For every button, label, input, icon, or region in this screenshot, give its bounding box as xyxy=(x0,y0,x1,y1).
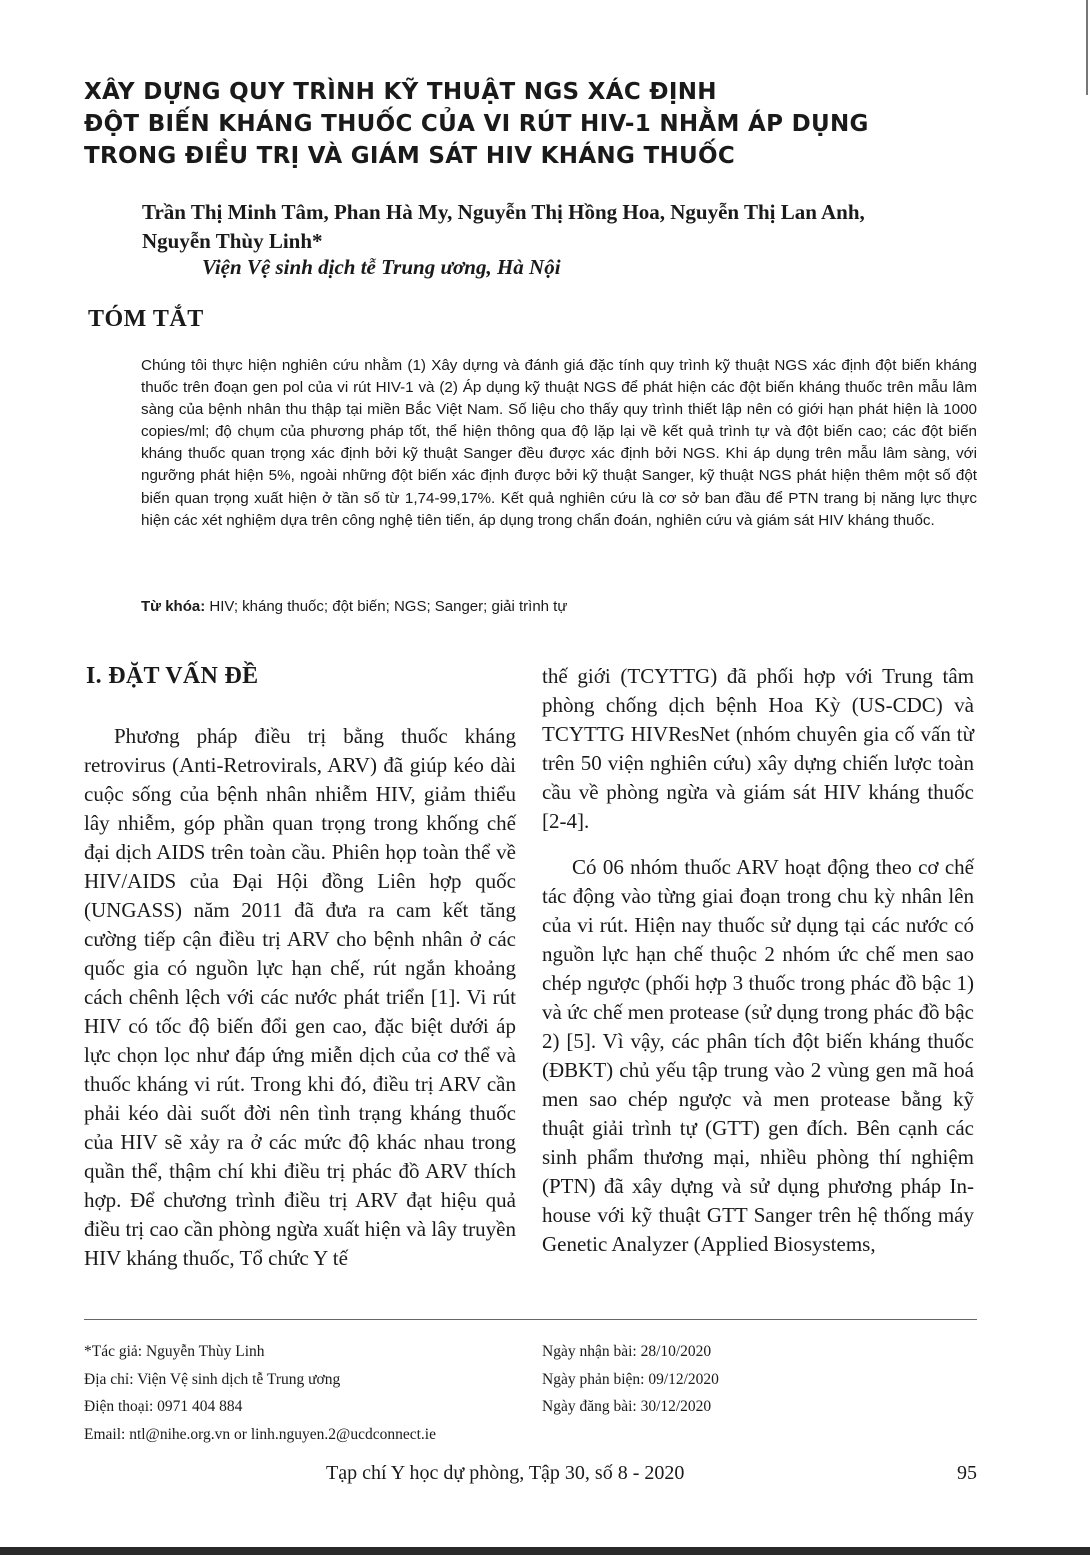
author-line: Nguyễn Thùy Linh* xyxy=(142,229,323,253)
corresponding-author: *Tác giả: Nguyễn Thùy Linh xyxy=(84,1343,265,1360)
article-title xyxy=(84,76,984,172)
author-email: Email: ntl@nihe.org.vn or linh.nguyen.2@ucdconnect.ie xyxy=(84,1425,436,1443)
keywords-label: Từ khóa: xyxy=(141,598,206,615)
abstract-text: Chúng tôi thực hiện nghiên cứu nhằm (1) Xây dựng và đánh giá đặc tính quy trình kỹ thuật NGS xác định đột biến kháng thuốc trên đoạn gen pol của vi rút HIV-1 và (2) Áp dụng kỹ thuật NGS để phát hiện các đột biến kháng thuốc trên mẫu lâm sàng của bệnh nhân thu thập tại miền Bắc Việt Nam. Số liệu cho thấy quy trình thiết lập nên có giới hạn phát hiện là 1000 copies/ml; độ chụm của phương pháp tốt, thể hiện thông qua độ lặp lại về kết quả trình tự và đột biến cao; các đột biến kháng thuốc quan trọng xác định bởi kỹ thuật Sanger đều được xác định bởi NGS. Khi áp dụng trên mẫu lâm sàng, với ngưỡng phát hiện 5%, ngoài những đột biến xác định được bởi kỹ thuật Sanger, kỹ thuật NGS phát hiện thêm một số đột biến quan trọng xuất hiện ở tần số từ 1,74-99,17%. Kết quả nghiên cứu là cơ sở ban đầu để PTN trang bị năng lực thực hiện các xét nghiệm dựa trên công nghệ tiên tiến, áp dụng trong chẩn đoán, nghiên cứu và giám sát HIV kháng thuốc. xyxy=(141,357,977,529)
scan-edge-mark xyxy=(1086,0,1088,95)
page-number: 95 xyxy=(957,1462,977,1484)
author-list xyxy=(142,198,1002,256)
title-line: ĐỘT BIẾN KHÁNG THUỐC CỦA VI RÚT HIV-1 NHẰM ÁP DỤNG xyxy=(84,111,869,137)
author-line: Trần Thị Minh Tâm, Phan Hà My, Nguyễn Thị Hồng Hoa, Nguyễn Thị Lan Anh, xyxy=(142,200,865,224)
title-line: TRONG ĐIỀU TRỊ VÀ GIÁM SÁT HIV KHÁNG THUỐC xyxy=(84,143,735,169)
body-paragraph: Phương pháp điều trị bằng thuốc kháng retrovirus (Anti-Retrovirals, ARV) đã giúp kéo dài cuộc sống của bệnh nhân nhiễm HIV, giảm thiểu lây nhiễm, góp phần quan trọng trong khống chế đại dịch AIDS trên toàn cầu. Phiên họp toàn thể về HIV/AIDS của Đại Hội đồng Liên hợp quốc (UNGASS) năm 2011 đã đưa ra cam kết tăng cường tiếp cận điều trị ARV cho bệnh nhân ở các quốc gia có nguồn lực hạn chế, rút ngắn khoảng cách chênh lệch với các nước phát triển [1]. Vi rút HIV có tốc độ biến đổi gen cao, đặc biệt dưới áp lực chọn lọc như đáp ứng miễn dịch của cơ thể và thuốc kháng vi rút. Trong khi đó, điều trị ARV cần phải kéo dài suốt đời nên tình trạng kháng thuốc của HIV sẽ xảy ra ở các mức độ khác nhau trong quần thể, thậm chí khi điều trị phác đồ ARV thích hợp. Để chương trình điều trị ARV đạt hiệu quả điều trị cao cần phòng ngừa xuất hiện và lây truyền HIV kháng thuốc, Tổ chức Y tế xyxy=(84,724,516,1270)
keywords-list: HIV; kháng thuốc; đột biến; NGS; Sanger; giải trình tự xyxy=(209,598,568,615)
abstract-heading: TÓM TẮT xyxy=(88,306,204,332)
article-dates xyxy=(542,1338,719,1421)
author-contact-notes xyxy=(84,1338,436,1448)
date-published: Ngày đăng bài: 30/12/2020 xyxy=(542,1398,712,1415)
author-phone: Điện thoại: 0971 404 884 xyxy=(84,1398,243,1415)
affiliation: Viện Vệ sinh dịch tễ Trung ương, Hà Nội xyxy=(202,255,561,279)
page-footer xyxy=(84,1462,977,1490)
body-column-left xyxy=(84,722,516,1273)
body-paragraph: thế giới (TCYTTG) đã phối hợp với Trung tâm phòng chống dịch bệnh Hoa Kỳ (US-CDC) và TCYTTG HIVResNet (nhóm chuyên gia cố vấn từ trên 50 viện nghiên cứu) xây dựng chiến lược toàn cầu về phòng ngừa và giám sát HIV kháng thuốc [2-4]. xyxy=(542,664,974,833)
title-line: XÂY DỰNG QUY TRÌNH KỸ THUẬT NGS XÁC ĐỊNH xyxy=(84,79,717,105)
keywords xyxy=(141,596,977,618)
scan-bottom-edge xyxy=(0,1547,1090,1555)
date-reviewed: Ngày phản biện: 09/12/2020 xyxy=(542,1370,719,1388)
footnote-divider xyxy=(84,1319,977,1320)
section-heading: I. ĐẶT VẤN ĐỀ xyxy=(86,663,259,689)
body-paragraph: Có 06 nhóm thuốc ARV hoạt động theo cơ chế tác động vào từng giai đoạn trong chu kỳ nhân lên của vi rút. Hiện nay thuốc sử dụng tại các nước có nguồn lực hạn chế thuộc 2 nhóm ức chế men sao chép ngược (phối hợp 3 thuốc trong phác đồ bậc 1) và ức chế men protease (sử dụng trong phác đồ bậc 2) [5]. Vì vậy, các phân tích đột biến kháng thuốc (ĐBKT) chủ yếu tập trung vào 2 vùng gen mã hoá men sao chép ngược và men protease bằng kỹ thuật giải trình tự (GTT) gen đích. Bên cạnh các sinh phẩm thương mại, nhiều phòng thí nghiệm (PTN) đã xây dựng và sử dụng phương pháp In-house với kỹ thuật GTT Sanger trên hệ thống máy Genetic Analyzer (Applied Biosystems, xyxy=(542,855,974,1256)
date-received: Ngày nhận bài: 28/10/2020 xyxy=(542,1343,712,1360)
author-address: Địa chỉ: Viện Vệ sinh dịch tễ Trung ương xyxy=(84,1370,341,1388)
body-column-right xyxy=(542,662,974,1259)
journal-citation: Tạp chí Y học dự phòng, Tập 30, số 8 - 2020 xyxy=(326,1462,685,1484)
